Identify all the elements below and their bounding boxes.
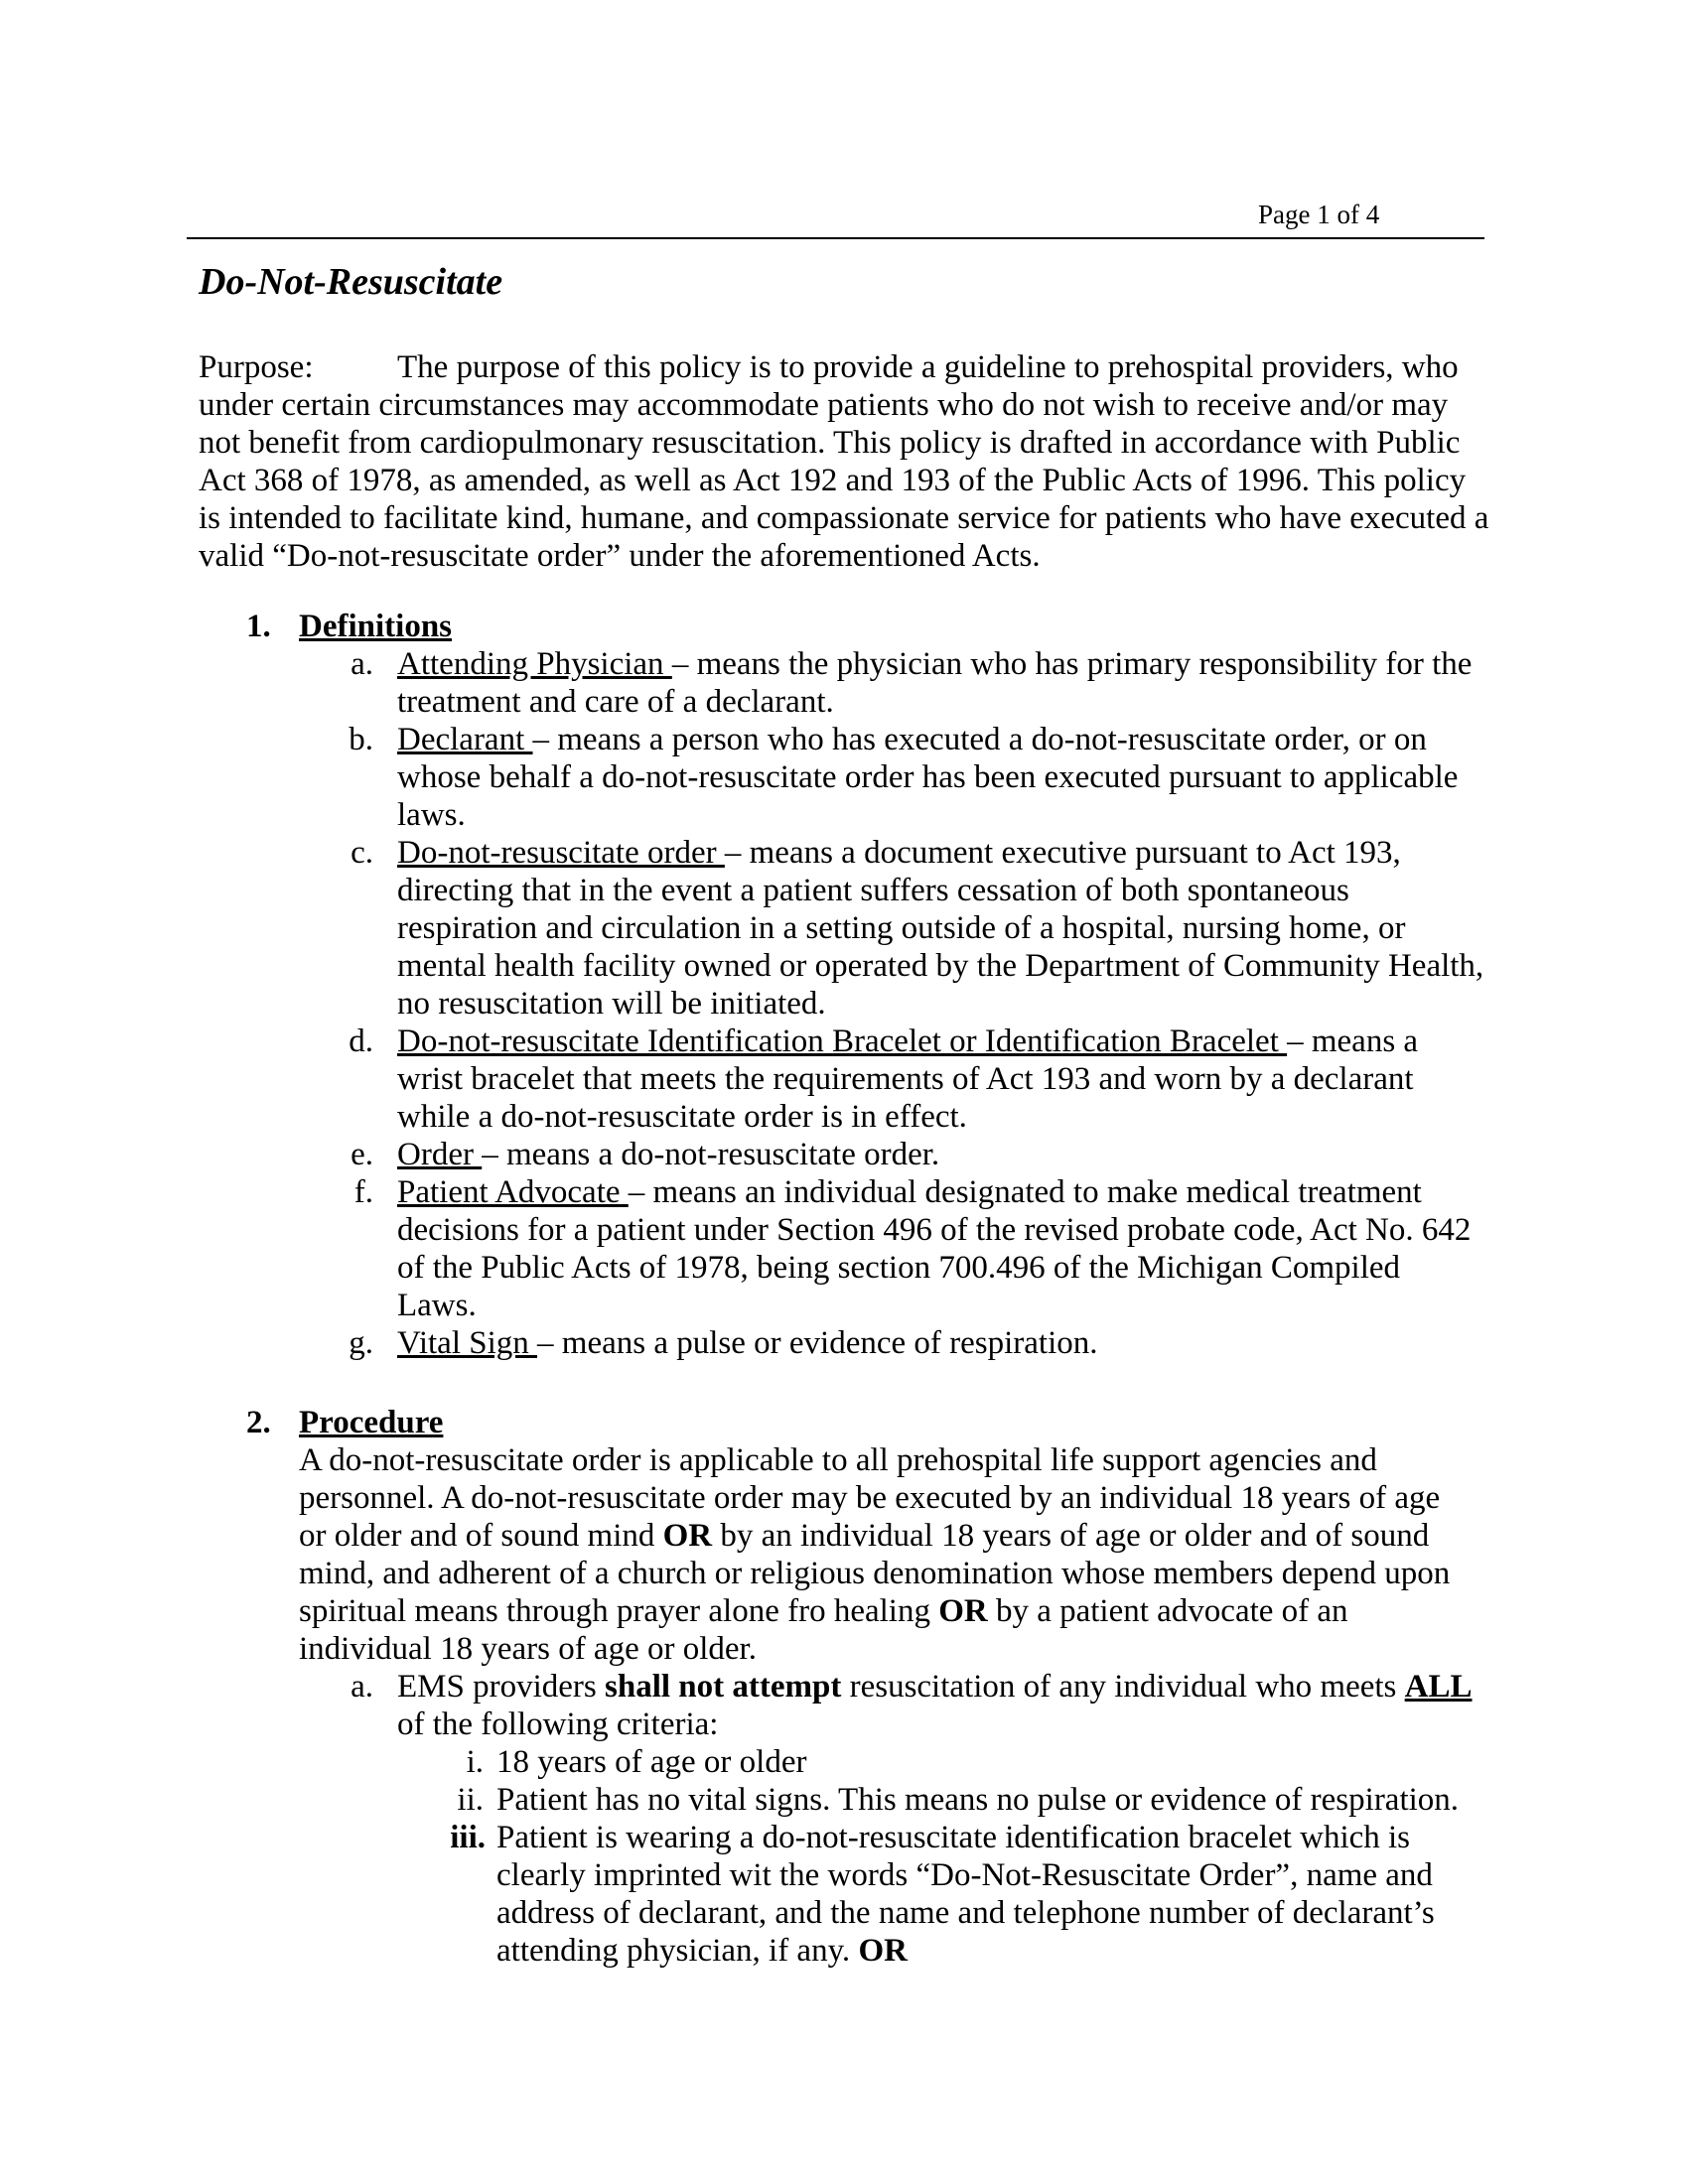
criteria-item <box>298 1819 1489 1970</box>
document-title: Do-Not-Resuscitate <box>199 261 503 303</box>
purpose-text: The purpose of this policy is to provide a guideline to prehospital providers, who under certain circumstances may accommodate patients who do not wish to receive and/or may not benefit from cardiopulmonary resuscitation. This policy is drafted in accordance with Public Act 368 of 1978, as amended, as well as Act 192 and 193 of the Public Acts of 1996. This policy is intended to facilitate kind, humane, and compassionate service for patients who have executed a valid “Do-not-resuscitate order” under the aforementioned Acts. <box>199 349 1489 574</box>
emphasis-text: shall not attempt <box>605 1669 842 1705</box>
paragraph-text: by a patient advocate of an individual 18 years of age or older. <box>299 1593 1348 1667</box>
list-marker: e. <box>351 1137 373 1172</box>
item-text: resuscitation of any individual who meets <box>841 1669 1405 1705</box>
section-number: 1. <box>246 609 271 644</box>
criteria-item <box>298 1781 1489 1819</box>
criteria-item <box>298 1743 1489 1781</box>
section-title: Definitions <box>299 609 453 644</box>
purpose-label: Purpose: <box>199 349 314 385</box>
definition-item <box>298 834 1485 1023</box>
procedure-item-a <box>298 1668 1485 1743</box>
definition-text: – means a person who has executed a do-not-resuscitate order, or on whose behalf a do-not-resuscitate order has been executed pursuant to applicable laws. <box>397 722 1459 833</box>
definition-item <box>298 1023 1485 1136</box>
list-marker: c. <box>351 835 373 871</box>
procedure-list <box>246 1668 1489 1970</box>
section-heading <box>246 608 1485 645</box>
definition-term: Do-not-resuscitate Identification Bracelet or Identification Bracelet <box>397 1024 1288 1059</box>
definition-item <box>298 645 1485 721</box>
section-number: 2. <box>246 1405 271 1440</box>
criteria-text: Patient has no vital signs. This means no pulse or evidence of respiration. <box>496 1782 1460 1818</box>
emphasis-or: OR <box>938 1593 988 1629</box>
definition-term: Do-not-resuscitate order <box>397 835 725 871</box>
procedure-paragraph <box>246 1441 1451 1668</box>
paragraph-text: by an individual 18 years of age or older and of sound mind, and adherent of a church or religious denomination whose members depend upon spiritual means through prayer alone fro healing <box>299 1518 1451 1629</box>
definition-term: Attending Physician <box>397 646 672 682</box>
definition-text: – means the physician who has primary responsibility for the treatment and care of a declarant. <box>397 646 1473 720</box>
definition-text: – means a wrist bracelet that meets the requirements of Act 193 and worn by a declarant while a do-not-resuscitate order is in effect. <box>397 1024 1419 1135</box>
list-marker: iii. <box>450 1820 486 1855</box>
list-marker: d. <box>349 1024 373 1059</box>
list-marker: g. <box>349 1325 373 1361</box>
definition-text: – means a do-not-resuscitate order. <box>482 1137 940 1172</box>
purpose-paragraph <box>199 348 1489 575</box>
definition-text: – means a pulse or evidence of respiration. <box>537 1325 1098 1361</box>
definition-item <box>298 1324 1485 1362</box>
item-text: EMS providers <box>397 1669 605 1705</box>
definition-item <box>298 721 1485 834</box>
list-marker: i. <box>466 1744 484 1780</box>
item-text: of the following criteria: <box>397 1706 719 1742</box>
definitions-list <box>246 645 1485 1362</box>
emphasis-or: OR <box>858 1933 908 1969</box>
list-marker: b. <box>349 722 373 757</box>
paragraph-text: A do-not-resuscitate order is applicable to all prehospital life support agencies and personnel. A do-not-resuscitate order may be executed by an individual 18 years of age or older and of sound mind <box>299 1442 1441 1554</box>
emphasis-or: OR <box>662 1518 713 1554</box>
list-marker: a. <box>351 646 373 682</box>
definitions-section <box>246 608 1485 1362</box>
procedure-section <box>246 1404 1489 1970</box>
definition-text: – means a document executive pursuant to Act 193, directing that in the event a patient suffers cessation of both spontaneous respiration and circulation in a setting outside of a hospital, nursing home, or mental health facility owned or operated by the Department of Community Health, no resuscitation will be initiated. <box>397 835 1484 1022</box>
definition-text: – means an individual designated to make medical treatment decisions for a patient under Section 496 of the revised probate code, Act No. 642 of the Public Acts of 1978, being section 700.496 of the Michigan Compiled Laws. <box>397 1174 1472 1323</box>
list-marker: a. <box>351 1669 373 1705</box>
section-title: Procedure <box>299 1405 444 1440</box>
definition-item <box>298 1136 1485 1173</box>
list-marker: ii. <box>457 1782 484 1818</box>
definition-term: Order <box>397 1137 483 1172</box>
definition-item <box>298 1173 1485 1324</box>
emphasis-all: ALL <box>1404 1669 1473 1705</box>
criteria-text: Patient is wearing a do-not-resuscitate identification bracelet which is clearly imprinted wit the words “Do-Not-Resuscitate Order”, name and address of declarant, and the name and telephone number of declarant’s attending physician, if any. <box>496 1820 1435 1969</box>
list-marker: f. <box>353 1174 373 1210</box>
criteria-text: 18 years of age or older <box>496 1744 807 1780</box>
header-rule <box>187 237 1484 239</box>
page-number: Page 1 of 4 <box>1258 200 1380 229</box>
definition-term: Declarant <box>397 722 533 757</box>
definition-term: Vital Sign <box>397 1325 538 1361</box>
definition-term: Patient Advocate <box>397 1174 629 1210</box>
section-heading <box>246 1404 1489 1441</box>
